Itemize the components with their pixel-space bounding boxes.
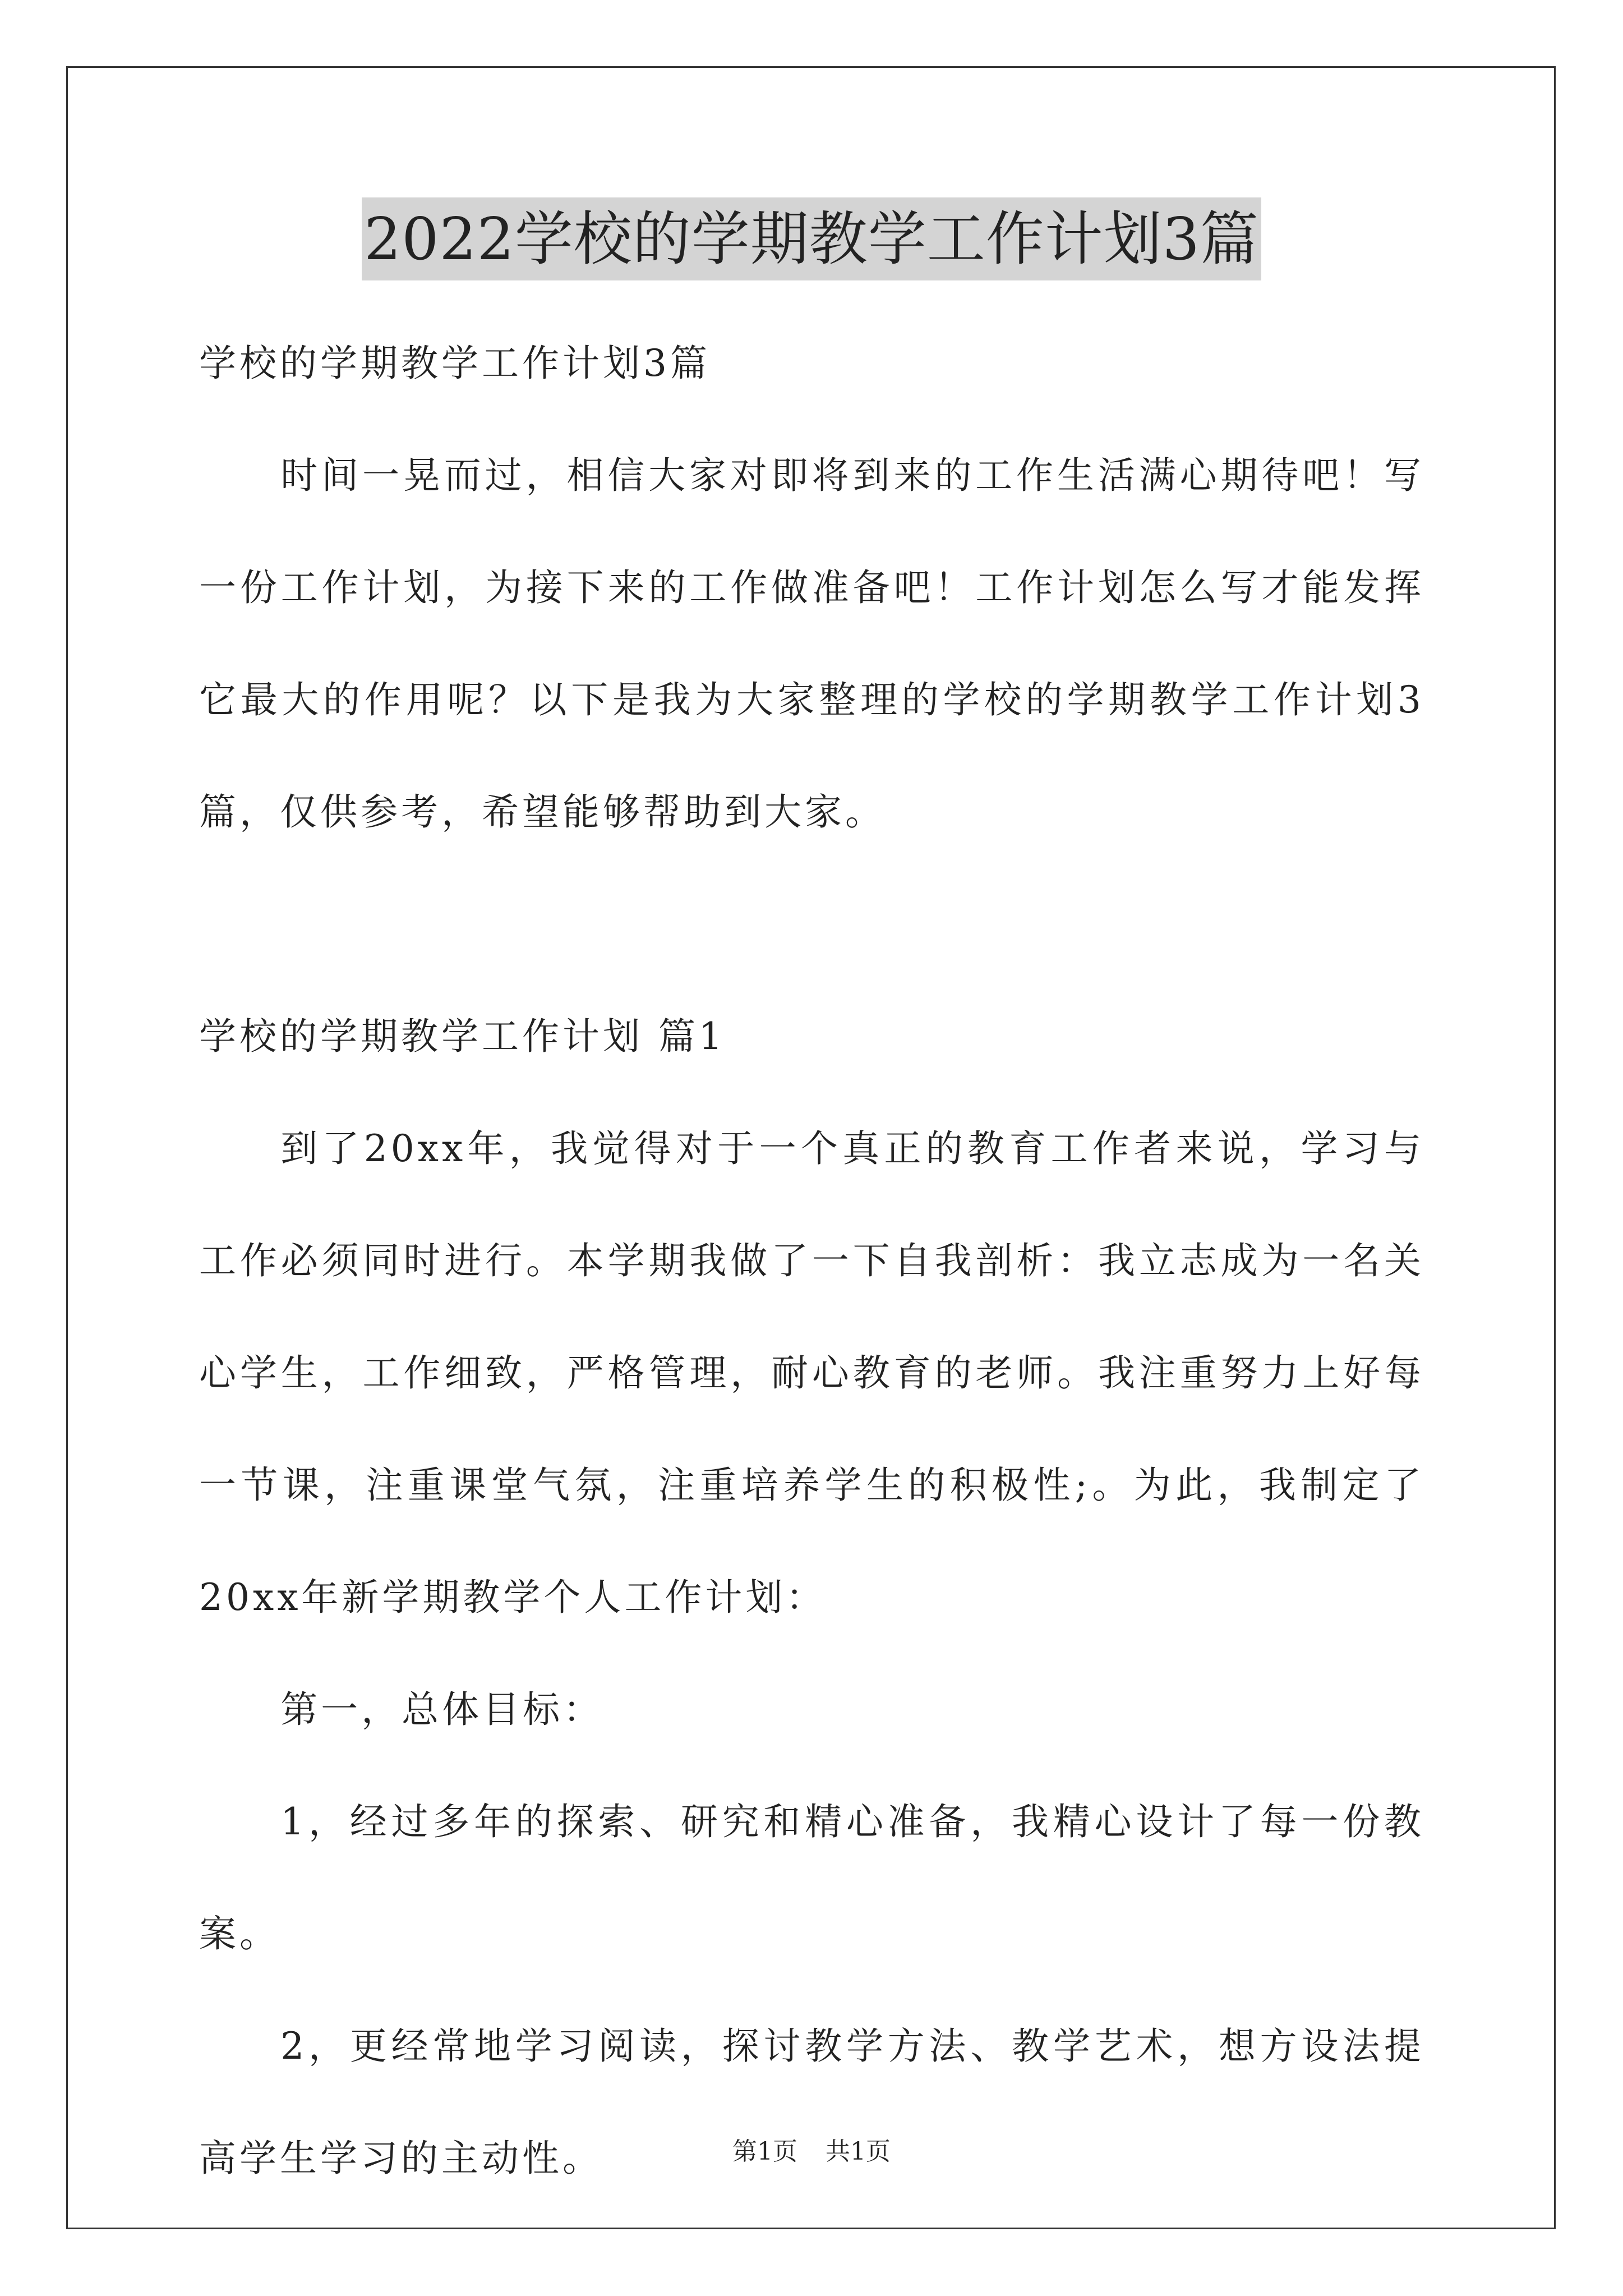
page-number-total: 共1页 bbox=[826, 2137, 891, 2166]
intro-paragraph: 时间一晃而过，相信大家对即将到来的工作生活满心期待吧！写一份工作计划，为接下来的工作做准备吧！工作计划怎么写才能发挥它最大的作用呢？以下是我为大家整理的学校的学期教学工作计划3篇，仅供参考，希望能够帮助到大家。 bbox=[199, 454, 1424, 834]
document-title: 2022学校的学期教学工作计划3篇 bbox=[362, 197, 1261, 280]
goal-item-1: 1，经过多年的探索、研究和精心准备，我精心设计了每一份教案。 bbox=[199, 1800, 1424, 1955]
page-footer bbox=[0, 2135, 1623, 2169]
goal-heading: 第一，总体目标： bbox=[280, 1688, 604, 1731]
title-container bbox=[0, 197, 1623, 280]
page-number-current: 第1页 bbox=[732, 2137, 797, 2166]
document-body bbox=[199, 307, 1424, 2215]
section-heading: 学校的学期教学工作计划 篇1 bbox=[199, 1015, 726, 1058]
subtitle-paragraph: 学校的学期教学工作计划3篇 bbox=[199, 342, 711, 385]
goal-item-2: 2，更经常地学习阅读，探讨教学方法、教学艺术，想方设法提高学生学习的主动性。 bbox=[199, 2024, 1424, 2180]
body-paragraph: 到了20xx年，我觉得对于一个真正的教育工作者来说，学习与工作必须同时进行。本学期我做了一下自我剖析：我立志成为一名关心学生，工作细致，严格管理，耐心教育的老师。我注重努力上好每一节课，注重课堂气氛，注重培养学生的积极性;。为此，我制定了20xx年新学期教学个人工作计划： bbox=[199, 1127, 1424, 1619]
